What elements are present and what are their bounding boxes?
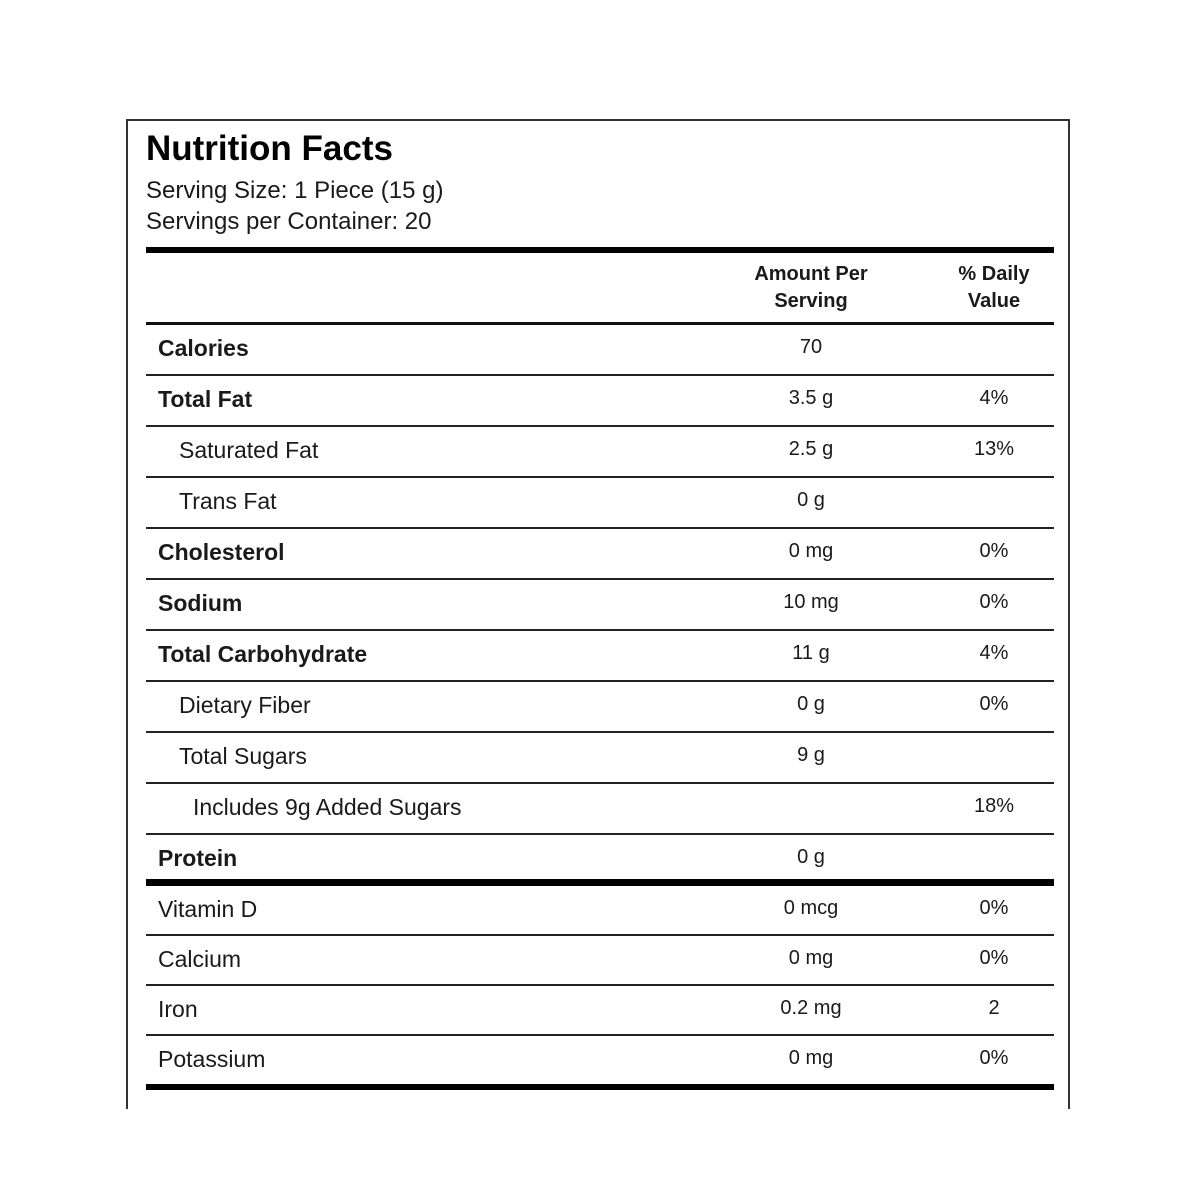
daily-value-header	[936, 261, 1052, 315]
nutrient-daily-value: 0%	[979, 947, 1009, 969]
nutrient-amount: 0 mcg	[783, 897, 839, 919]
nutrient-row	[146, 835, 1054, 884]
nutrient-amount: 10 mg	[783, 591, 839, 613]
nutrient-rows	[146, 325, 1054, 884]
nutrient-daily-value: 13%	[973, 438, 1015, 460]
dv-header-line2: Value	[967, 290, 1021, 312]
vitamin-row	[146, 986, 1054, 1036]
nutrient-daily-value: 4%	[979, 642, 1009, 664]
nutrient-name: Calcium	[158, 946, 242, 972]
nutrient-name: Potassium	[158, 1046, 266, 1072]
nutrient-row	[146, 427, 1054, 478]
nutrient-amount: 70	[799, 336, 823, 358]
vitamin-row	[146, 1036, 1054, 1084]
nutrient-daily-value: 0%	[979, 693, 1009, 715]
nutrient-daily-value: 18%	[973, 795, 1015, 817]
nutrient-row	[146, 580, 1054, 631]
nutrient-name: Total Fat	[158, 386, 253, 412]
nutrient-daily-value: 0%	[979, 1047, 1009, 1069]
nutrient-row	[146, 529, 1054, 580]
nutrient-name: Iron	[158, 996, 198, 1022]
label-title: Nutrition Facts	[146, 129, 393, 168]
nutrient-row	[146, 682, 1054, 733]
nutrient-daily-value: 4%	[979, 387, 1009, 409]
nutrient-amount: 2.5 g	[788, 438, 834, 460]
nutrient-amount: 3.5 g	[788, 387, 834, 409]
nutrient-amount: 11 g	[792, 642, 830, 664]
nutrient-name: Vitamin D	[158, 896, 258, 922]
nutrition-facts-label	[126, 119, 1070, 1109]
nutrient-name: Calories	[158, 335, 249, 361]
vitamin-row	[146, 886, 1054, 936]
nutrient-amount: 0.2 mg	[780, 997, 842, 1019]
nutrient-daily-value: 0%	[979, 591, 1009, 613]
nutrient-amount: 0 mg	[788, 947, 834, 969]
amount-per-serving-header	[711, 261, 911, 315]
amount-header-line2: Serving	[774, 290, 848, 312]
nutrient-amount: 0 g	[797, 489, 825, 511]
servings-per-container: Servings per Container: 20	[146, 208, 432, 235]
nutrient-name: Trans Fat	[179, 488, 277, 514]
nutrient-name: Sodium	[158, 590, 243, 616]
nutrient-name: Saturated Fat	[179, 437, 319, 463]
dv-header-line1: % Daily	[958, 263, 1030, 285]
vitamin-row	[146, 936, 1054, 986]
thick-divider-bottom	[146, 1084, 1054, 1090]
nutrient-amount: 0 g	[797, 693, 825, 715]
nutrient-amount: 0 mg	[788, 540, 834, 562]
nutrient-daily-value: 0%	[979, 540, 1009, 562]
nutrient-row	[146, 733, 1054, 784]
nutrient-row	[146, 325, 1054, 376]
nutrient-amount: 0 mg	[788, 1047, 834, 1069]
thick-divider-middle	[146, 879, 1054, 886]
nutrient-name: Dietary Fiber	[179, 692, 311, 718]
nutrient-row	[146, 478, 1054, 529]
nutrient-name: Includes 9g Added Sugars	[193, 794, 462, 820]
nutrient-amount: 0 g	[797, 846, 825, 868]
thick-divider-top	[146, 247, 1054, 253]
serving-size: Serving Size: 1 Piece (15 g)	[146, 177, 444, 204]
nutrient-row	[146, 784, 1054, 835]
nutrient-amount: 9 g	[797, 744, 825, 766]
nutrient-daily-value: 2	[988, 997, 1000, 1019]
nutrient-row	[146, 376, 1054, 427]
nutrient-name: Total Sugars	[179, 743, 307, 769]
nutrient-daily-value: 0%	[979, 897, 1009, 919]
amount-header-line1: Amount Per	[754, 263, 868, 285]
nutrient-name: Cholesterol	[158, 539, 285, 565]
nutrient-row	[146, 631, 1054, 682]
nutrient-name: Protein	[158, 845, 238, 871]
vitamin-rows	[146, 886, 1054, 1084]
nutrient-name: Total Carbohydrate	[158, 641, 368, 667]
